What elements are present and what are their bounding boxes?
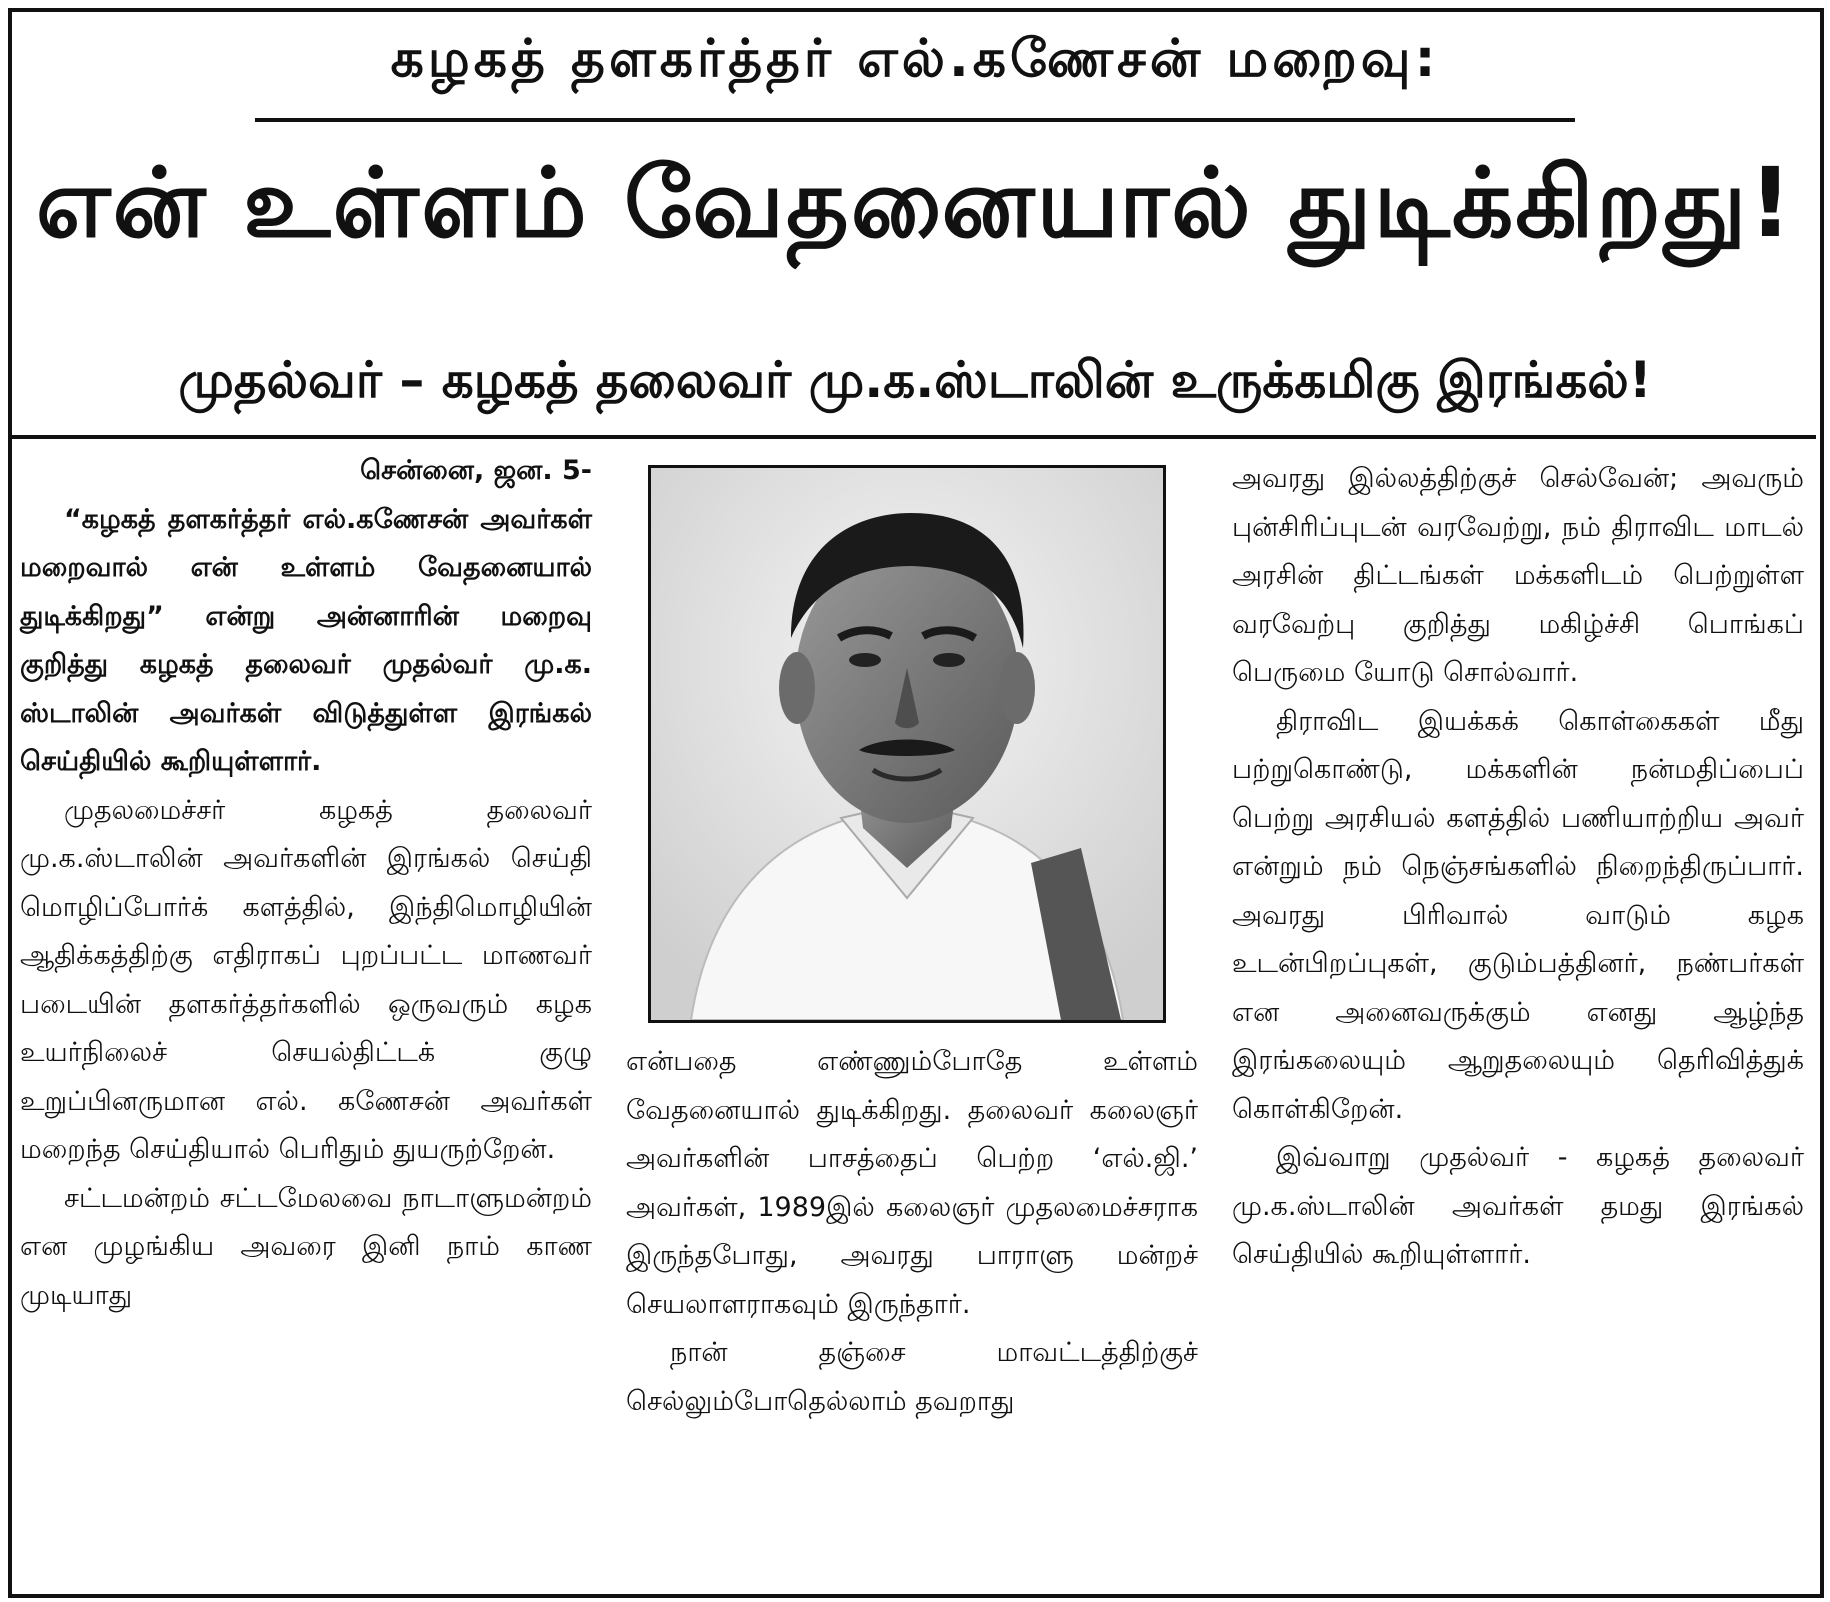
pre-title: கழகத் தளகர்த்தர் எல்.கணேசன் மறைவு:	[390, 29, 1440, 89]
portrait-photo	[648, 465, 1166, 1023]
lead-paragraph: “கழகத் தளகர்த்தர் எல்.கணேசன் அவர்கள் மறைவால் என் உள்ளம் வேதனையால் துடிக்கிறது” என்று அன்னாரின் மறைவு குறித்து கழகத் தலைவர் முதல்வர் மு.க. ஸ்டாலின் அவர்கள் விடுத்துள்ள இரங்கல் செய்தியில் கூறியுள்ளார்.	[20, 503, 592, 777]
article-column-3	[1232, 455, 1804, 1280]
paragraph-5: அவரது இல்லத்திற்குச் செல்வேன்; அவரும் புன்சிரிப்புடன் வரவேற்று, நம் திராவிட மாடல் அரசின் திட்டங்கள் மக்களிடம் பெற்றுள்ள வரவேற்பு குறித்து மகிழ்ச்சி பொங்கப் பெருமை யோடு சொல்வார்.	[1232, 463, 1804, 688]
article-column-1	[20, 447, 592, 1320]
portrait-illustration	[651, 468, 1163, 1020]
subheadline: முதல்வர் – கழகத் தலைவர் மு.க.ஸ்டாலின் உருக்கமிகு இரங்கல்!	[178, 351, 1652, 409]
right-ear	[999, 652, 1035, 724]
right-eye	[933, 653, 965, 667]
pre-title-underline	[255, 118, 1575, 122]
headline: என் உள்ளம் வேதனையால் துடிக்கிறது!	[35, 147, 1795, 259]
paragraph-4: நான் தஞ்சை மாவட்டத்திற்குச் செல்லும்போதெல்லாம் தவறாது	[626, 1337, 1198, 1417]
paragraph-3: என்பதை எண்ணும்போதே உள்ளம் வேதனையால் துடிக்கிறது. தலைவர் கலைஞர் அவர்களின் பாசத்தைப் பெற்ற ‘எல்.ஜி.’ அவர்கள், 1989இல் கலைஞர் முதலமைச்சராக இருந்தபோது, அவரது பாராளு மன்றச் செயலாளராகவும் இருந்தார்.	[626, 1046, 1198, 1320]
paragraph-7: இவ்வாறு முதல்வர் - கழகத் தலைவர் மு.க.ஸ்டாலின் அவர்கள் தமது இரங்கல் செய்தியில் கூறியுள்ளார்.	[1232, 1142, 1804, 1270]
paragraph-1: முதலமைச்சர் கழகத் தலைவர் மு.க.ஸ்டாலின் அவர்களின் இரங்கல் செய்தி மொழிப்போர்க் களத்தில், இந்திமொழியின் ஆதிக்கத்திற்கு எதிராகப் புறப்பட்ட மாணவர் படையின் தளகர்த்தர்களில் ஒருவரும் கழக உயர்நிலைச் செயல்திட்டக் குழு உறுப்பினருமான எல். கணேசன் அவர்கள் மறைந்த செய்தியால் பெரிதும் துயருற்றேன்.	[20, 794, 592, 1165]
left-ear	[779, 652, 815, 724]
paragraph-6: திராவிட இயக்கக் கொள்கைகள் மீது பற்றுகொண்டு, மக்களின் நன்மதிப்பைப் பெற்று அரசியல் களத்தில் பணியாற்றிய அவர் என்றும் நம் நெஞ்சங்களில் நிறைந்திருப்பார். அவரது பிரிவால் வாடும் கழக உடன்பிறப்புகள், குடும்பத்தினர், நண்பர்கள் என அனைவருக்கும் எனது ஆழ்ந்த இரங்கலையும் ஆறுதலையும் தெரிவித்துக் கொள்கிறேன்.	[1232, 705, 1804, 1125]
header-divider	[12, 435, 1816, 439]
article-column-2	[626, 1038, 1198, 1426]
paragraph-2: சட்டமன்றம் சட்டமேலவை நாடாளுமன்றம் என முழங்கிய அவரை இனி நாம் காண முடியாது	[20, 1182, 592, 1311]
left-eye	[849, 653, 881, 667]
dateline: சென்னை, ஜன. 5-	[360, 455, 592, 486]
